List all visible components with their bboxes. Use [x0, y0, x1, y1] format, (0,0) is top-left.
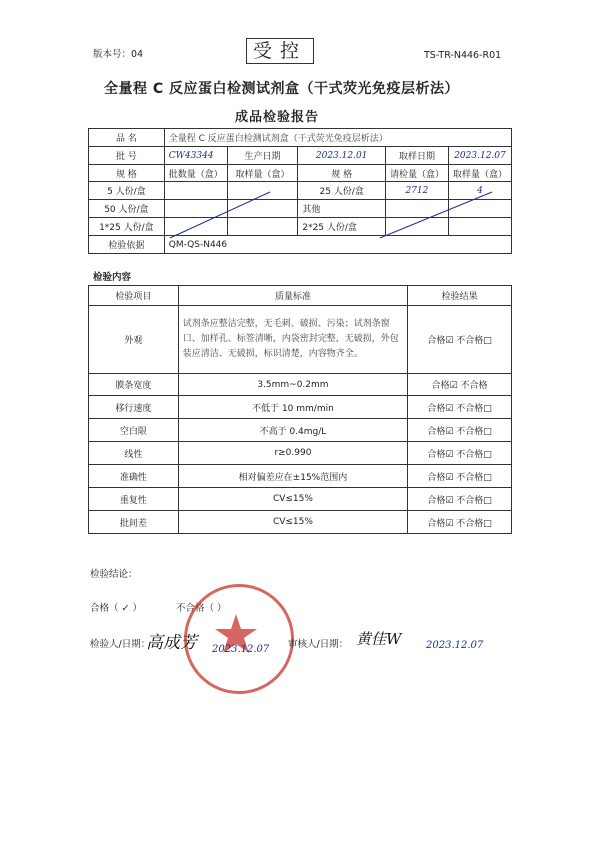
result-value: 合格☑ 不合格□ — [408, 306, 512, 374]
result-standard: 不低于 10 mm/min — [178, 396, 407, 419]
spec-label-2: 规 格 — [298, 165, 386, 182]
document-number: TS-TR-N446-R01 — [424, 50, 502, 61]
reviewer-date: 2023.12.07 — [426, 640, 484, 651]
reviewer-signature: 黄佳W — [356, 630, 402, 648]
result-item: 批间差 — [89, 511, 179, 534]
result-standard: 相对偏差应在±15%范围内 — [178, 465, 407, 488]
spec-5: 5 人份/盒 — [89, 182, 165, 200]
conclusion-label: 检验结论： — [90, 569, 138, 580]
spec-50: 50 人份/盒 — [89, 200, 165, 218]
quantity-label: 批数量（盒） — [164, 165, 227, 182]
batch-value: CW43344 — [164, 147, 227, 165]
basis-value: QM-QS-N446 — [164, 236, 511, 254]
version-number: 版本号：04 — [93, 49, 144, 60]
result-item: 膜条宽度 — [89, 374, 179, 396]
result-standard: 试剂条应整洁完整，无毛刺、破损、污染；试剂条窗口、加样孔、标签清晰，内袋密封完整，无破损，外包装应清洁、无破损，标识清楚，内容物齐全。 — [178, 306, 407, 374]
result-item: 移行速度 — [89, 396, 179, 419]
controlled-stamp: 受控 — [246, 38, 314, 64]
header-standard: 质量标准 — [178, 286, 407, 306]
result-standard: CV≤15% — [178, 488, 407, 511]
report-subtitle: 成品检验报告 — [235, 110, 320, 125]
result-value: 合格☑ 不合格□ — [408, 396, 512, 419]
header-item: 检验项目 — [89, 286, 179, 306]
spec-25-qty: 2712 — [385, 182, 448, 200]
fail-option: 不合格（ ） — [176, 603, 227, 614]
spec-25-sample: 4 — [448, 182, 511, 200]
retain-label: 取样量（盒） — [448, 165, 511, 182]
prod-date-label: 生产日期 — [227, 147, 298, 165]
sample-qty-label: 取样量（盒） — [227, 165, 298, 182]
result-item: 准确性 — [89, 465, 179, 488]
batch-label: 批 号 — [89, 147, 165, 165]
spec-other: 其他 — [298, 200, 386, 218]
spec-1x25: 1*25 人份/盒 — [89, 218, 165, 236]
header-result: 检验结果 — [408, 286, 512, 306]
spec-25: 25 人份/盒 — [298, 182, 386, 200]
spec-label: 规 格 — [89, 165, 165, 182]
result-item: 线性 — [89, 442, 179, 465]
result-value: 合格☑ 不合格□ — [408, 488, 512, 511]
inspector-label: 检验人/日期： — [90, 639, 151, 650]
reviewer-label: 审核人/日期： — [288, 639, 349, 650]
sample-date-value: 2023.12.07 — [448, 147, 511, 165]
prod-date-value: 2023.12.01 — [298, 147, 386, 165]
result-standard: r≥0.990 — [178, 442, 407, 465]
inspector-date: 2023.12.07 — [212, 644, 270, 655]
result-standard: CV≤15% — [178, 511, 407, 534]
result-value: 合格☑ 不合格□ — [408, 419, 512, 442]
product-value: 全量程 C 反应蛋白检测试剂盒（干式荧光免疫层析法） — [164, 129, 511, 147]
company-seal — [184, 584, 294, 694]
result-value: 合格☑ 不合格 — [408, 374, 512, 396]
result-value: 合格☑ 不合格□ — [408, 442, 512, 465]
result-item: 重复性 — [89, 488, 179, 511]
results-table — [88, 285, 512, 534]
pass-option: 合格（ ✓ ） — [90, 603, 142, 614]
result-standard: 不高于 0.4mg/L — [178, 419, 407, 442]
spec-2x25: 2*25 人份/盒 — [298, 218, 386, 236]
result-value: 合格☑ 不合格□ — [408, 511, 512, 534]
result-standard: 3.5mm~0.2mm — [178, 374, 407, 396]
result-value: 合格☑ 不合格□ — [408, 465, 512, 488]
seal-star-icon — [184, 584, 288, 688]
inventory-label: 请检量（盒） — [385, 165, 448, 182]
result-item: 外观 — [89, 306, 179, 374]
basis-label: 检验依据 — [89, 236, 165, 254]
inspector-signature: 高成芳 — [146, 633, 197, 653]
section-label: 检验内容 — [93, 272, 132, 283]
result-item: 空白限 — [89, 419, 179, 442]
document-title: 全量程 C 反应蛋白检测试剂盒（干式荧光免疫层析法） — [104, 81, 460, 97]
sample-date-label: 取样日期 — [385, 147, 448, 165]
product-label: 品 名 — [89, 129, 165, 147]
